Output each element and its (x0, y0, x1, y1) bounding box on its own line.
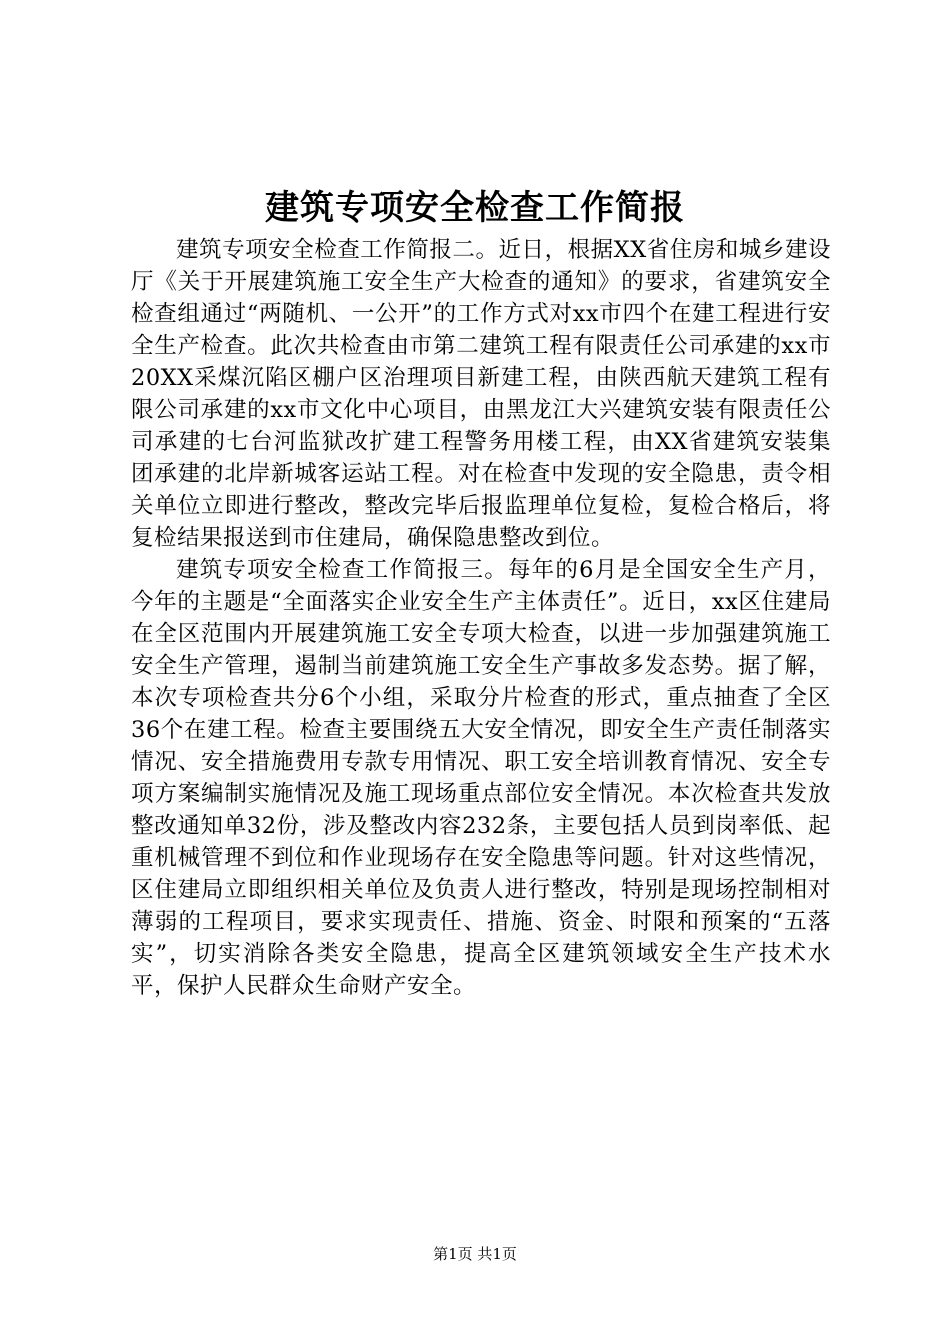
page-footer: 第1页 共1页 (433, 1245, 517, 1263)
document-title: 建筑专项安全检查工作简报 (265, 188, 685, 228)
paragraph: 建筑专项安全检查工作简报三。每年的6月是全国安全生产月，今年的主题是“全面落实企业安全生产主体责任”。近日，xx区住建局在全区范围内开展建筑施工安全专项大检查，以进一步加强建筑施工安全生产管理，遏制当前建筑施工安全生产事故多发态势。据了解，本次专项检查共分6个小组，采取分片检查的形式，重点抽查了全区36个在建工程。检查主要围绕五大安全情况，即安全生产责任制落实情况、安全措施费用专款专用情况、职工安全培训教育情况、安全专项方案编制实施情况及施工现场重点部位安全情况。本次检查共发放整改通知单32份，涉及整改内容232条，主要包括人员到岗率低、起重机械管理不到位和作业现场存在安全隐患等问题。针对这些情况，区住建局立即组织相关单位及负责人进行整改，特别是现场控制相对薄弱的工程项目，要求实现责任、措施、资金、时限和预案的“五落实”，切实消除各类安全隐患，提高全区建筑领域安全生产技术水平，保护人民群众生命财产安全。 (131, 557, 831, 999)
document-body (131, 234, 831, 1002)
paragraph: 建筑专项安全检查工作简报二。近日，根据XX省住房和城乡建设厅《关于开展建筑施工安全生产大检查的通知》的要求，省建筑安全检查组通过“两随机、一公开”的工作方式对xx市四个在建工程进行安全生产检查。此次共检查由市第二建筑工程有限责任公司承建的xx市20XX采煤沉陷区棚户区治理项目新建工程，由陕西航天建筑工程有限公司承建的xx市文化中心项目，由黑龙江大兴建筑安装有限责任公司承建的七台河监狱改扩建工程警务用楼工程，由XX省建筑安装集团承建的北岸新城客运站工程。对在检查中发现的安全隐患，责令相关单位立即进行整改，整改完毕后报监理单位复检，复检合格后，将复检结果报送到市住建局，确保隐患整改到位。 (131, 237, 831, 551)
